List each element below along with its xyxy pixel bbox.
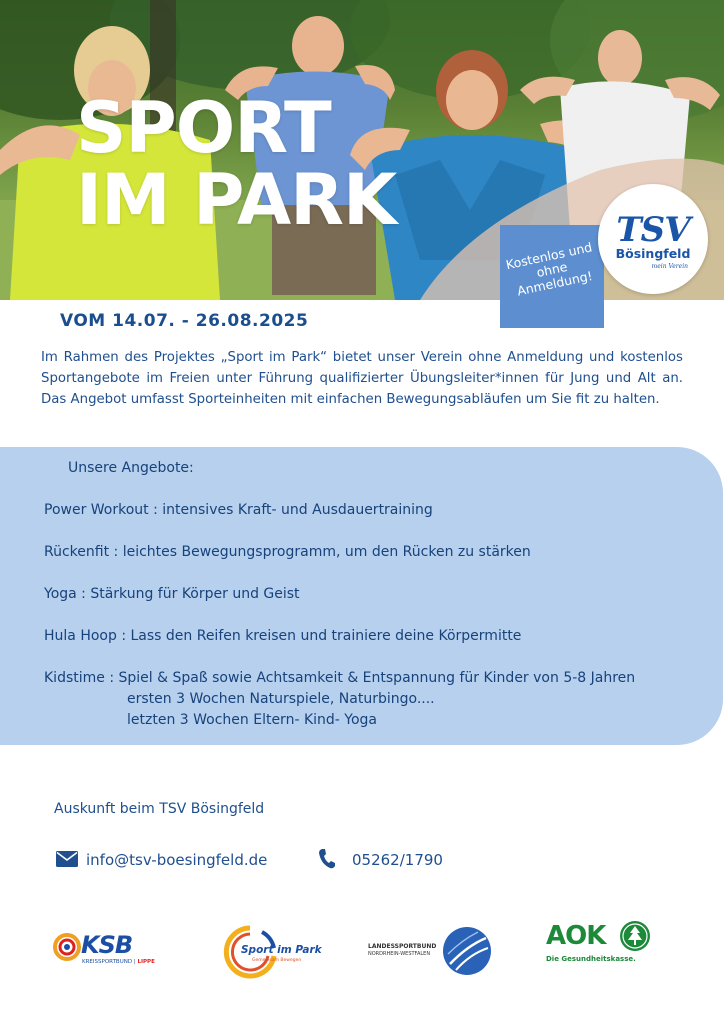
offer-rueckenfit: Rückenfit : leichtes Bewegungsprogramm, um den Rücken zu stärken	[44, 544, 531, 560]
badge-text: Kostenlos und ohne Anmeldung!	[504, 239, 594, 299]
offers-panel	[0, 447, 723, 745]
sport-im-park-wordmark: Sport im Park	[241, 944, 322, 956]
offer-hula-hoop: Hula Hoop : Lass den Reifen kreisen und trainiere deine Körpermitte	[44, 628, 522, 644]
ksb-subtitle-highlight: LIPPE	[137, 959, 155, 965]
kidstime-detail-first-weeks: ersten 3 Wochen Naturspiele, Naturbingo....	[127, 691, 435, 707]
lsb-line-1: LANDESSPORTBUND	[368, 943, 437, 950]
ksb-rings-icon	[52, 932, 82, 962]
hero-title-line-1: SPORT	[76, 87, 331, 169]
free-no-registration-badge	[500, 225, 604, 328]
hero-title-line-2: IM PARK	[76, 159, 397, 241]
ksb-lippe-logo	[52, 930, 172, 970]
aok-tree-icon	[619, 920, 651, 952]
ksb-subtitle-prefix: KREISSPORTBUND	[82, 959, 133, 965]
ksb-subtitle: KREISSPORTBUND | LIPPE	[82, 959, 155, 965]
aok-tagline: Die Gesundheitskasse.	[546, 955, 636, 963]
ksb-wordmark: KSB	[81, 931, 133, 959]
offer-power-workout: Power Workout : intensives Kraft- und Ausdauertraining	[44, 502, 433, 518]
landessportbund-nrw-logo	[366, 924, 494, 978]
phone-link[interactable]: 05262/1790	[352, 851, 443, 869]
sport-im-park-subtitle: Gemeinsam Bewegen	[252, 958, 302, 963]
offers-title: Unsere Angebote:	[68, 460, 194, 476]
intro-paragraph: Im Rahmen des Projektes „Sport im Park“ bietet unser Verein ohne Anmeldung und kostenlos Sportangebote im Freien unter Führung qualifizierter Übungsleiter*innen für Jung und Alt an. Das Angebot umfasst Sporteinheiten mit einfachen Bewegungsabläufen um Sie fit zu halten.	[41, 350, 683, 407]
date-range: VOM 14.07. - 26.08.2025	[60, 311, 309, 331]
tsv-logo-town: Bösingfeld	[615, 246, 691, 261]
offer-kidstime: Kidstime : Spiel & Spaß sowie Achtsamkeit & Entspannung für Kinder von 5-8 Jahren	[44, 670, 636, 686]
offer-yoga: Yoga : Stärkung für Körper und Geist	[44, 586, 300, 602]
email-link[interactable]: info@tsv-boesingfeld.de	[86, 851, 268, 869]
tsv-logo-tagline: mein Verein	[651, 263, 688, 270]
aok-wordmark: AOK	[546, 921, 606, 951]
phone-icon	[318, 848, 336, 870]
tsv-club-logo	[598, 184, 708, 294]
tsv-logo-name: TSV	[616, 210, 690, 250]
aok-logo	[545, 920, 655, 968]
kidstime-detail-last-weeks: letzten 3 Wochen Eltern- Kind- Yoga	[127, 712, 377, 728]
lsb-globe-icon	[442, 926, 492, 976]
hero-title	[76, 87, 397, 241]
lsb-line-2: NORDRHEIN-WESTFALEN	[368, 951, 431, 957]
mail-icon	[56, 851, 78, 867]
sport-im-park-logo	[222, 924, 322, 980]
contact-heading: Auskunft beim TSV Bösingfeld	[54, 801, 265, 817]
